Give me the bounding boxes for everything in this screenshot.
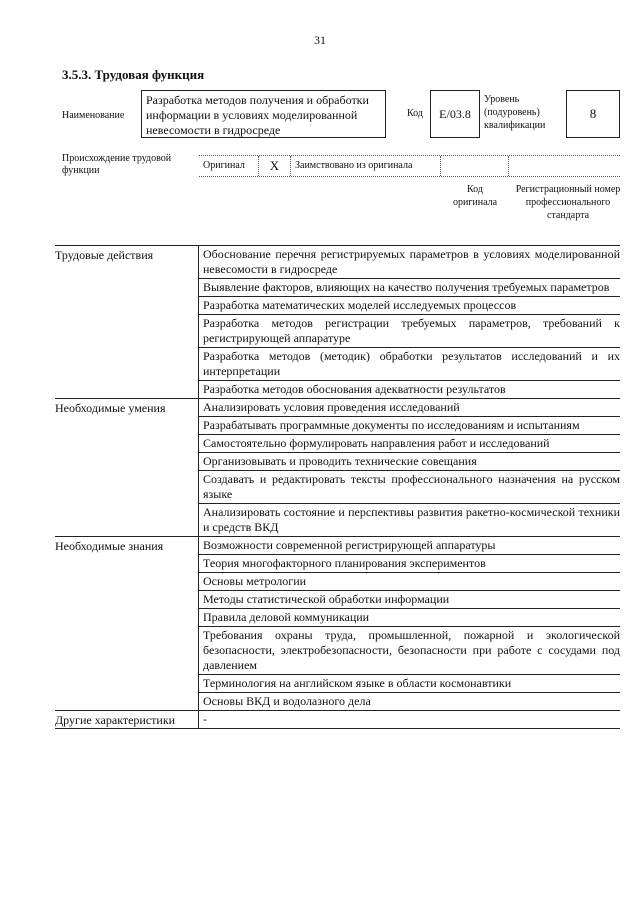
list-item: Правила деловой коммуникации (199, 609, 621, 627)
list-item: Основы метрологии (199, 573, 621, 591)
list-item: Анализировать состояние и перспективы развития ракетно-космической техники и средств ВКД (199, 504, 621, 537)
list-item: Анализировать условия проведения исследований (199, 399, 621, 417)
list-item: Терминология на английском языке в области космонавтики (199, 675, 621, 693)
category-label: Необходимые умения (55, 399, 199, 537)
code-value-box: E/03.8 (430, 90, 480, 138)
origin-label: Происхождение трудовой функции (62, 153, 172, 176)
list-item: Основы ВКД и водолазного дела (199, 693, 621, 711)
registration-number-label: Регистрационный номер профессионального стандарта (515, 184, 621, 221)
list-item: Создавать и редактировать тексты профессионального назначения на русском языке (199, 471, 621, 504)
origin-row (199, 155, 620, 177)
list-item: Возможности современной регистрирующей аппаратуры (199, 537, 621, 555)
category-label: Необходимые знания (55, 537, 199, 711)
table-row (55, 246, 620, 279)
list-item: Выявление факторов, влияющих на качество получения требуемых параметров (199, 279, 621, 297)
other-characteristics-value: - (199, 711, 621, 729)
list-item: Разработка математических моделей исследуемых процессов (199, 297, 621, 315)
table-row (55, 537, 620, 555)
list-item: Теория многофакторного планирования экспериментов (199, 555, 621, 573)
list-item: Разработка методов (методик) обработки результатов исследований и их интерпретации (199, 348, 621, 381)
list-item: Организовывать и проводить технические совещания (199, 453, 621, 471)
qualification-level-box: 8 (566, 90, 620, 138)
function-details-table (55, 245, 620, 729)
category-label: Трудовые действия (55, 246, 199, 399)
code-original-label: Код оригинала (452, 184, 498, 208)
name-label: Наименование (62, 110, 125, 121)
origin-mark: X (259, 156, 291, 176)
category-label: Другие характеристики (55, 711, 199, 729)
origin-reg-cell (509, 156, 620, 176)
origin-borrowed-cell: Заимствовано из оригинала (291, 156, 441, 176)
qualification-level-label: Уровень (подуровень) квалификации (484, 94, 546, 131)
list-item: Требования охраны труда, промышленной, пожарной и экологической безопасности, электробезопасности, безопасности при работе с сосудами под давлением (199, 627, 621, 675)
origin-code-cell (441, 156, 509, 176)
list-item: Разработка методов регистрации требуемых параметров, требований к регистрирующей аппаратуре (199, 315, 621, 348)
section-title: 3.5.3. Трудовая функция (62, 67, 205, 82)
origin-original-cell: Оригинал (199, 156, 259, 176)
list-item: Обоснование перечня регистрируемых параметров в условиях моделированной невесомости в гидросреде (199, 246, 621, 279)
list-item: Самостоятельно формулировать направления работ и исследований (199, 435, 621, 453)
page-number: 31 (314, 33, 326, 47)
code-label: Код (407, 108, 423, 119)
table-row (55, 711, 620, 729)
table-row (55, 399, 620, 417)
list-item: Разработка методов обоснования адекватности результатов (199, 381, 621, 399)
list-item: Методы статистической обработки информации (199, 591, 621, 609)
function-name-box: Разработка методов получения и обработки информации в условиях моделированной невесомости в гидросреде (141, 90, 386, 138)
list-item: Разрабатывать программные документы по исследованиям и испытаниям (199, 417, 621, 435)
